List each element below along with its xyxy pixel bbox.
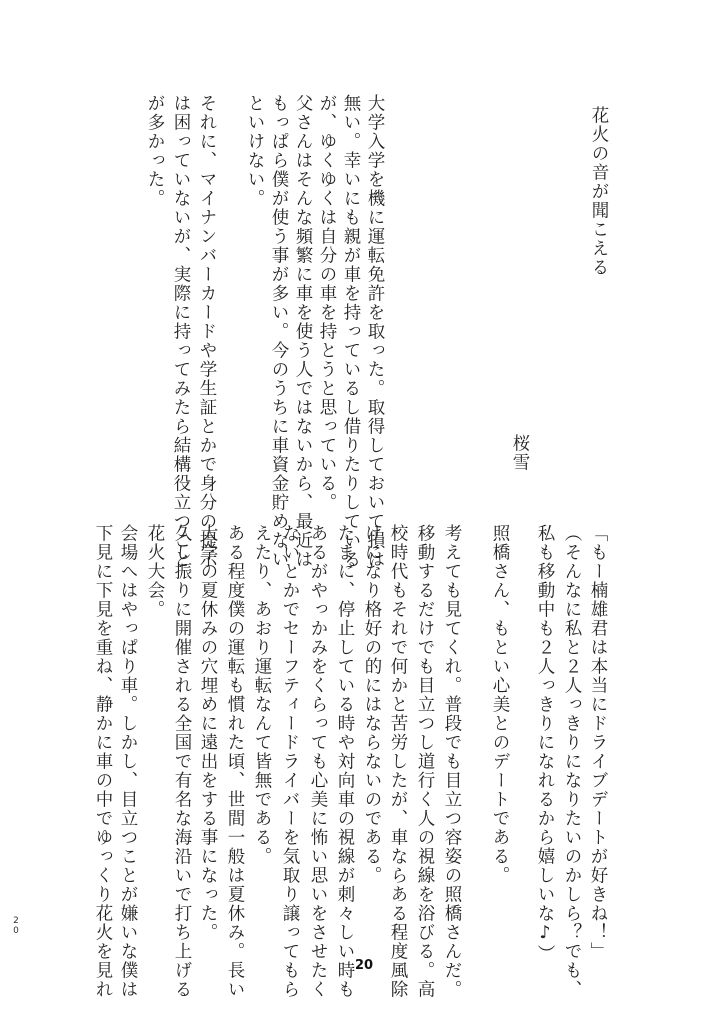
text-line: といけない。 bbox=[245, 94, 265, 208]
text-line: もっぱら僕が使う事が多い。今のうちに車資金貯めない bbox=[269, 94, 289, 569]
text-line: が、ゆくゆくは自分の車を持とうと思っている。 bbox=[317, 94, 337, 512]
text-line: あるがやっかみをくらっても心美に怖い思いをさせたく bbox=[308, 524, 328, 999]
text-line: 照橋さん、もとい心美とのデートである。 bbox=[490, 524, 510, 885]
text-line: 下見に下見を重ね、静かに車の中でゆっくり花火を見れ bbox=[93, 524, 113, 999]
text-line: 校時代もそれで何かと苦労したが、車ならある程度風除 bbox=[388, 524, 408, 999]
text-line: 大学入学を機に運転免許を取った。取得しておいて損は bbox=[365, 94, 385, 569]
text-line: 大学の夏休みの穴埋めに遠出をする事になった。 bbox=[198, 524, 218, 942]
page-number: 20 bbox=[355, 958, 374, 973]
text-line: 無い。幸いにも親が車を持っているし借りたりしている bbox=[341, 94, 361, 569]
text-line: 父さんはそんな頻繁に車を使う人ではないから、最近は bbox=[293, 94, 313, 569]
author-name: 桜雪 bbox=[510, 434, 530, 472]
text-line: 「もー楠雄君は本当にドライブデートが好きね！」 bbox=[588, 524, 608, 961]
text-line: 会場へはやっぱり車。しかし、目立つことが嫌いな僕は bbox=[118, 524, 138, 999]
text-line: 考えても見てくれ。普段でも目立つ容姿の照橋さんだ。 bbox=[442, 524, 462, 999]
text-line: それに、マイナンバーカードや学生証とかで身分の提示 bbox=[197, 94, 217, 569]
text-line: 花火大会。 bbox=[145, 524, 165, 619]
text-line: が多かった。 bbox=[145, 94, 165, 208]
text-line: 久し振りに開催される全国で有名な海沿いで打ち上げる bbox=[172, 524, 192, 999]
text-line: けになり格好の的にはならないのである。 bbox=[362, 524, 382, 885]
text-line: たまに、停止している時や対向車の視線が刺々しい時も bbox=[335, 524, 355, 999]
side-page-number-text: 20 bbox=[11, 916, 21, 936]
text-line: 移動するだけでも目立つし道行く人の視線を浴びる。高 bbox=[415, 524, 435, 999]
text-line: ある程度僕の運転も慣れた頃、世間一般は夏休み。長い bbox=[225, 524, 245, 999]
side-page-number bbox=[11, 916, 21, 939]
text-line: は困っていないが、実際に持ってみたら結構役立つこと bbox=[171, 94, 191, 569]
text-line: 私も移動中も２人っきりになれるから嬉しいな♪） bbox=[535, 524, 555, 964]
story-title: 花火の音が聞こえる bbox=[589, 106, 609, 277]
text-line: ないとかでセーフティードライバーを気取り譲ってもら bbox=[280, 524, 300, 999]
text-line: えたり、あおり運転なんて皆無である。 bbox=[252, 524, 272, 866]
text-line: （そんなに私と２人っきりになりたいのかしら？でも、 bbox=[562, 524, 582, 999]
